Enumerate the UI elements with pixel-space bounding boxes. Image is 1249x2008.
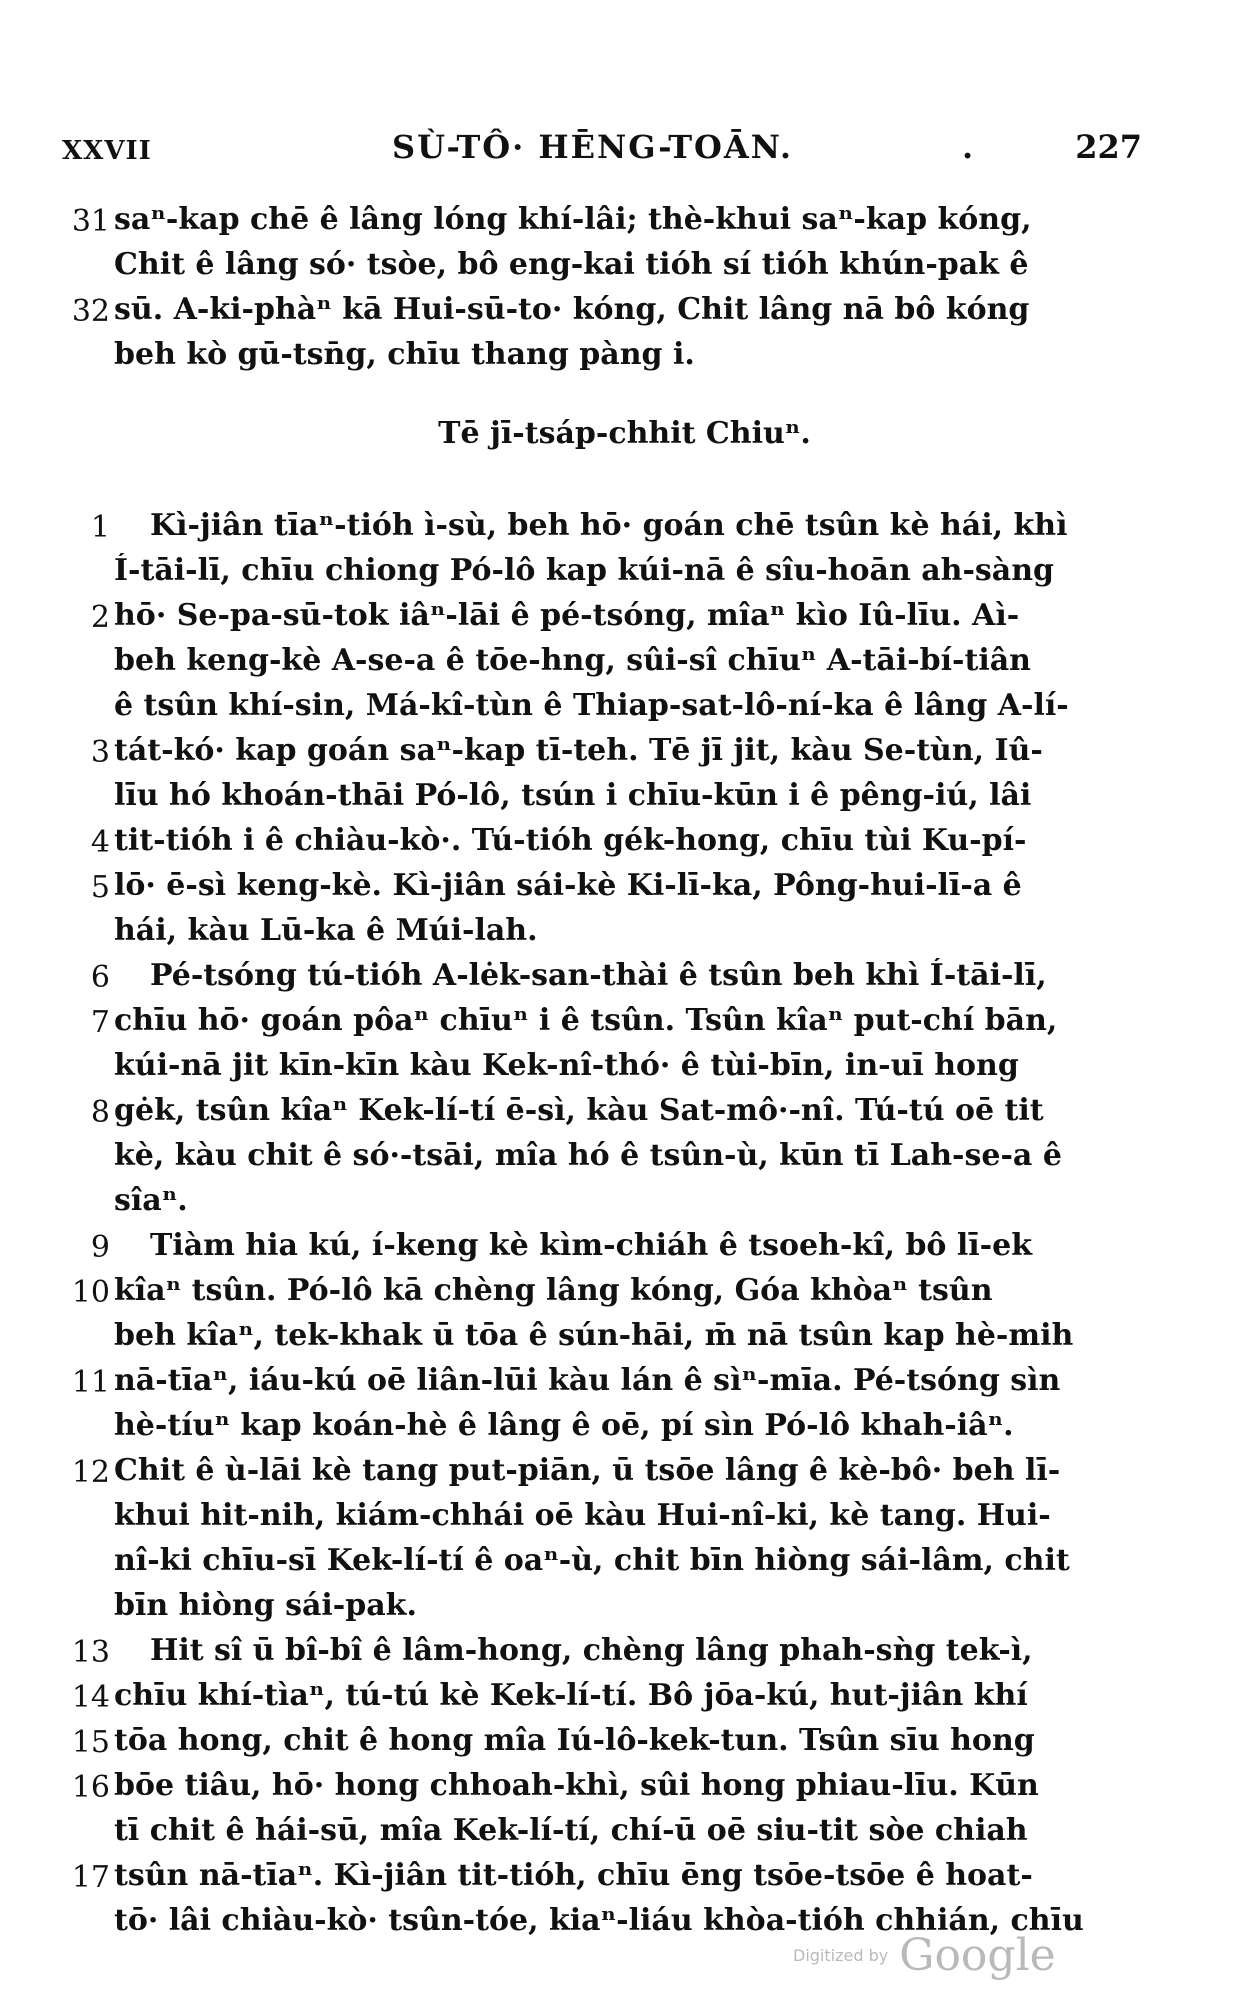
spacer (0, 480, 1249, 506)
text-line (0, 1631, 1249, 1676)
line-text: chīu hō· goán pôaⁿ chīuⁿ i ê tsûn. Tsûn kîaⁿ put-chí bān, (114, 1003, 1058, 1038)
watermark (793, 1930, 1056, 1981)
text-line (0, 641, 1249, 686)
line-text: Chit ê ù-lāi kè tang put-piān, ū tsōe lâng ê kè-bô· beh lī- (114, 1453, 1061, 1488)
line-text: tát-kó· kap goán saⁿ-kap tī-teh. Tē jī jit, kàu Se-tùn, Iû- (114, 733, 1043, 768)
line-text: sū. A-ki-phàⁿ kā Hui-sū-to· kóng, Chit lâng nā bô kóng (114, 292, 1030, 327)
text-line (0, 1136, 1249, 1181)
line-text: Kì-jiân tīaⁿ-tióh ì-sù, beh hō· goán chē tsûn kè hái, khì (150, 508, 1068, 543)
text-line (0, 911, 1249, 956)
text-line (0, 596, 1249, 641)
watermark-logo: Google (899, 1930, 1056, 1981)
verse-number: 3 (90, 735, 110, 770)
text-line (0, 1721, 1249, 1766)
text-line (0, 245, 1249, 290)
verse-number: 15 (71, 1725, 110, 1760)
verse-number: 1 (90, 510, 110, 545)
line-text: tsûn nā-tīaⁿ. Kì-jiân tit-tióh, chīu ēng tsōe-tsōe ê hoat- (114, 1858, 1033, 1893)
text-line (0, 1811, 1249, 1856)
text-line (0, 1766, 1249, 1811)
text-line (0, 1316, 1249, 1361)
line-text: tōa hong, chit ê hong mîa Iú-lô-kek-tun. Tsûn sīu hong (114, 1723, 1035, 1758)
verse-number: 5 (90, 870, 110, 905)
line-text: saⁿ-kap chē ê lâng lóng khí-lâi; thè-khui saⁿ-kap kóng, (114, 202, 1032, 237)
text-line (0, 731, 1249, 776)
verse-number: 16 (71, 1770, 110, 1805)
line-text: Í-tāi-lī, chīu chiong Pó-lô kap kúi-nā ê sîu-hoān ah-sàng (114, 553, 1055, 588)
verse-number: 8 (90, 1095, 110, 1130)
text-line (0, 956, 1249, 1001)
line-text: kúi-nā jit kīn-kīn kàu Kek-nî-thó· ê tùi-bīn, in-uī hong (114, 1048, 1019, 1083)
line-text: tō· lâi chiàu-kò· tsûn-tóe, kiaⁿ-liáu khòa-tióh chhián, chīu (114, 1903, 1084, 1938)
text-line (0, 821, 1249, 866)
text-line (0, 1856, 1249, 1901)
text-line (0, 1406, 1249, 1451)
text-line (0, 1901, 1249, 1946)
line-text: beh kò gū-tsn̄g, chīu thang pàng i. (114, 337, 695, 372)
line-text: hái, kàu Lū-ka ê Múi-lah. (114, 913, 538, 948)
line-text: bīn hiòng sái-pak. (114, 1588, 417, 1623)
line-text: lō· ē-sì keng-kè. Kì-jiân sái-kè Ki-lī-ka, Pông-hui-lī-a ê (114, 868, 1022, 903)
line-text: tī chit ê hái-sū, mîa Kek-lí-tí, chí-ū oē siu-tit sòe chiah (114, 1813, 1028, 1848)
line-text: Pé-tsóng tú-tióh A-lėk-san-thài ê tsûn beh khì Í-tāi-lī, (150, 958, 1047, 993)
line-text: hè-tíuⁿ kap koán-hè ê lâng ê oē, pí sìn Pó-lô khah-iâⁿ. (114, 1408, 1014, 1443)
running-head (62, 128, 1142, 172)
text-line (0, 1001, 1249, 1046)
text-line (0, 290, 1249, 335)
verse-number: 9 (90, 1230, 110, 1265)
line-text: sîaⁿ. (114, 1183, 188, 1218)
text-line (0, 551, 1249, 596)
verse-number: 10 (71, 1275, 110, 1310)
text-line (0, 866, 1249, 911)
text-line (0, 1586, 1249, 1631)
text-line (0, 1541, 1249, 1586)
line-text: beh keng-kè A-se-a ê tōe-hng, sûi-sî chīuⁿ A-tāi-bí-tiân (114, 643, 1031, 678)
line-text: Chit ê lâng só· tsòe, bô eng-kai tióh sí tióh khún-pak ê (114, 247, 1029, 282)
verse-number: 17 (71, 1860, 110, 1895)
text-line (0, 776, 1249, 821)
line-text: bōe tiâu, hō· hong chhoah-khì, sûi hong phiau-līu. Kūn (114, 1768, 1039, 1803)
verse-number: 6 (90, 960, 110, 995)
verse-number: 12 (71, 1455, 110, 1490)
line-text: gėk, tsûn kîaⁿ Kek-lí-tí ē-sì, kàu Sat-mô·-nî. Tú-tú oē tit (114, 1093, 1044, 1128)
verse-number: 13 (71, 1635, 110, 1670)
text-line (0, 1181, 1249, 1226)
line-text: khui hit-nih, kiám-chhái oē kàu Hui-nî-ki, kè tang. Hui- (114, 1498, 1051, 1533)
text-line (0, 1676, 1249, 1721)
line-text: kè, kàu chit ê só·-tsāi, mîa hó ê tsûn-ù, kūn tī Lah-se-a ê (114, 1138, 1062, 1173)
line-text: līu hó khoán-thāi Pó-lô, tsún i chīu-kūn i ê pêng-iú, lâi (114, 778, 1032, 813)
text-line (0, 1361, 1249, 1406)
page-title: SÙ-TÔ· HĒNG-TOĀN. (392, 128, 794, 166)
watermark-prefix: Digitized by (793, 1946, 889, 1965)
verse-number: 11 (71, 1365, 110, 1400)
line-text: beh kîaⁿ, tek-khak ū tōa ê sún-hāi, m̄ nā tsûn kap hè-mih (114, 1318, 1074, 1353)
text-line (0, 1046, 1249, 1091)
text-line (0, 1226, 1249, 1271)
chapter-heading-row (0, 380, 1249, 480)
verse-number: 7 (90, 1005, 110, 1040)
page-number: 227 (1075, 128, 1142, 166)
text-line (0, 1496, 1249, 1541)
text-line (0, 335, 1249, 380)
line-text: hō· Se-pa-sū-tok iâⁿ-lāi ê pé-tsóng, mîaⁿ kìo Iû-līu. Aì- (114, 598, 1020, 633)
chapter-heading: Tē jī-tsáp-chhit Chiuⁿ. (438, 416, 811, 451)
text-line (0, 686, 1249, 731)
line-text: chīu khí-tìaⁿ, tú-tú kè Kek-lí-tí. Bô jōa-kú, hut-jiân khí (114, 1678, 1028, 1713)
text-line (0, 1091, 1249, 1136)
line-text: kîaⁿ tsûn. Pó-lô kā chèng lâng kóng, Góa khòaⁿ tsûn (114, 1273, 993, 1308)
verse-number: 32 (71, 294, 110, 329)
header-mark: . (962, 128, 974, 166)
verse-number: 14 (71, 1680, 110, 1715)
text-line (0, 200, 1249, 245)
line-text: Tiàm hia kú, í-keng kè kìm-chiáh ê tsoeh-kî, bô lī-ek (150, 1228, 1032, 1263)
text-line (0, 1451, 1249, 1496)
verse-number: 31 (71, 204, 110, 239)
text-body (0, 200, 1249, 1946)
text-line (0, 506, 1249, 551)
chapter-number: XXVII (62, 136, 152, 166)
line-text: tit-tióh i ê chiàu-kò·. Tú-tióh gék-hong, chīu tùi Ku-pí- (114, 823, 1027, 858)
text-line (0, 1271, 1249, 1316)
line-text: Hit sî ū bî-bî ê lâm-hong, chèng lâng phah-sǹg tek-ì, (150, 1633, 1033, 1668)
line-text: nā-tīaⁿ, iáu-kú oē liân-lūi kàu lán ê sìⁿ-mīa. Pé-tsóng sìn (114, 1363, 1061, 1398)
line-text: nî-ki chīu-sī Kek-lí-tí ê oaⁿ-ù, chit bīn hiòng sái-lâm, chit (114, 1543, 1070, 1578)
line-text: ê tsûn khí-sin, Má-kî-tùn ê Thiap-sat-lô-ní-ka ê lâng A-lí- (114, 688, 1069, 723)
verse-number: 2 (90, 600, 110, 635)
verse-number: 4 (90, 825, 110, 860)
